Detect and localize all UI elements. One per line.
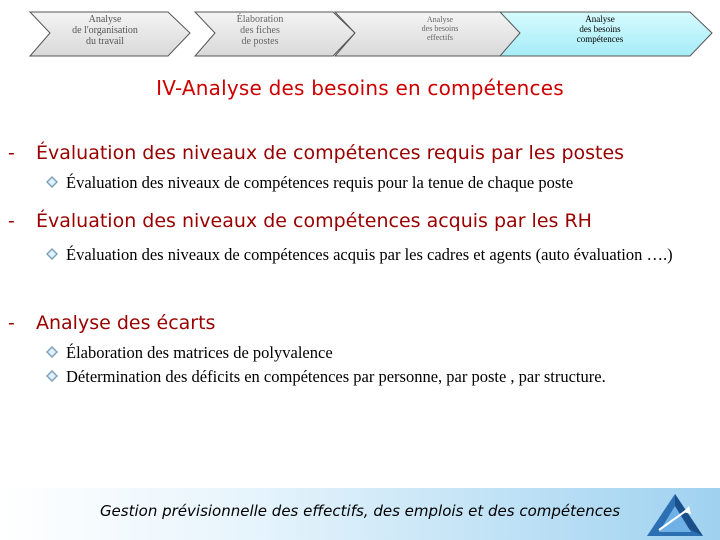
list-item: [46, 244, 706, 288]
diamond-bullet-icon: [46, 176, 58, 188]
slide-title: IV-Analyse des besoins en compétences: [156, 76, 564, 100]
list-item-text: Évaluation des niveaux de compétences requis pour la tenue de chaque poste: [66, 173, 574, 192]
diamond-bullet-icon: [46, 346, 58, 358]
dash-marker: -: [8, 312, 15, 334]
list-item: [46, 172, 706, 194]
list-item-text: Évaluation des niveaux de compétences acquis par les cadres et agents (auto évaluation ….): [66, 245, 673, 264]
section-heading-2: [8, 210, 592, 232]
step-2-label: Élaboration des fiches de postes: [236, 14, 284, 47]
footer-text: Gestion prévisionnelle des effectifs, des emplois et des compétences: [99, 502, 621, 520]
step-4-label: Analyse des besoins compétences: [576, 14, 624, 44]
arrow-pyramid-logo: [645, 492, 705, 538]
section-heading-1: [8, 142, 624, 164]
process-steps: [0, 0, 720, 70]
list-item-text: Détermination des déficits en compétences par personne, par poste , par structure.: [66, 367, 606, 386]
list-item: [46, 342, 706, 364]
section-heading-3: [8, 312, 215, 334]
list-item: [46, 366, 686, 410]
dash-marker: -: [8, 142, 15, 164]
section-heading-text: Analyse des écarts: [36, 312, 216, 334]
list-item-text: Élaboration des matrices de polyvalence: [66, 343, 333, 362]
footer-band: [0, 488, 720, 540]
dash-marker: -: [8, 210, 15, 232]
section-heading-text: Évaluation des niveaux de compétences requis par les postes: [36, 142, 625, 164]
step-1-label: Analyse de l'organisation du travail: [72, 14, 138, 47]
step-3-label: Analyse des besoins effectifs: [421, 15, 459, 42]
section-heading-text: Évaluation des niveaux de compétences acquis par les RH: [36, 210, 592, 232]
diamond-bullet-icon: [46, 248, 58, 260]
diamond-bullet-icon: [46, 370, 58, 382]
